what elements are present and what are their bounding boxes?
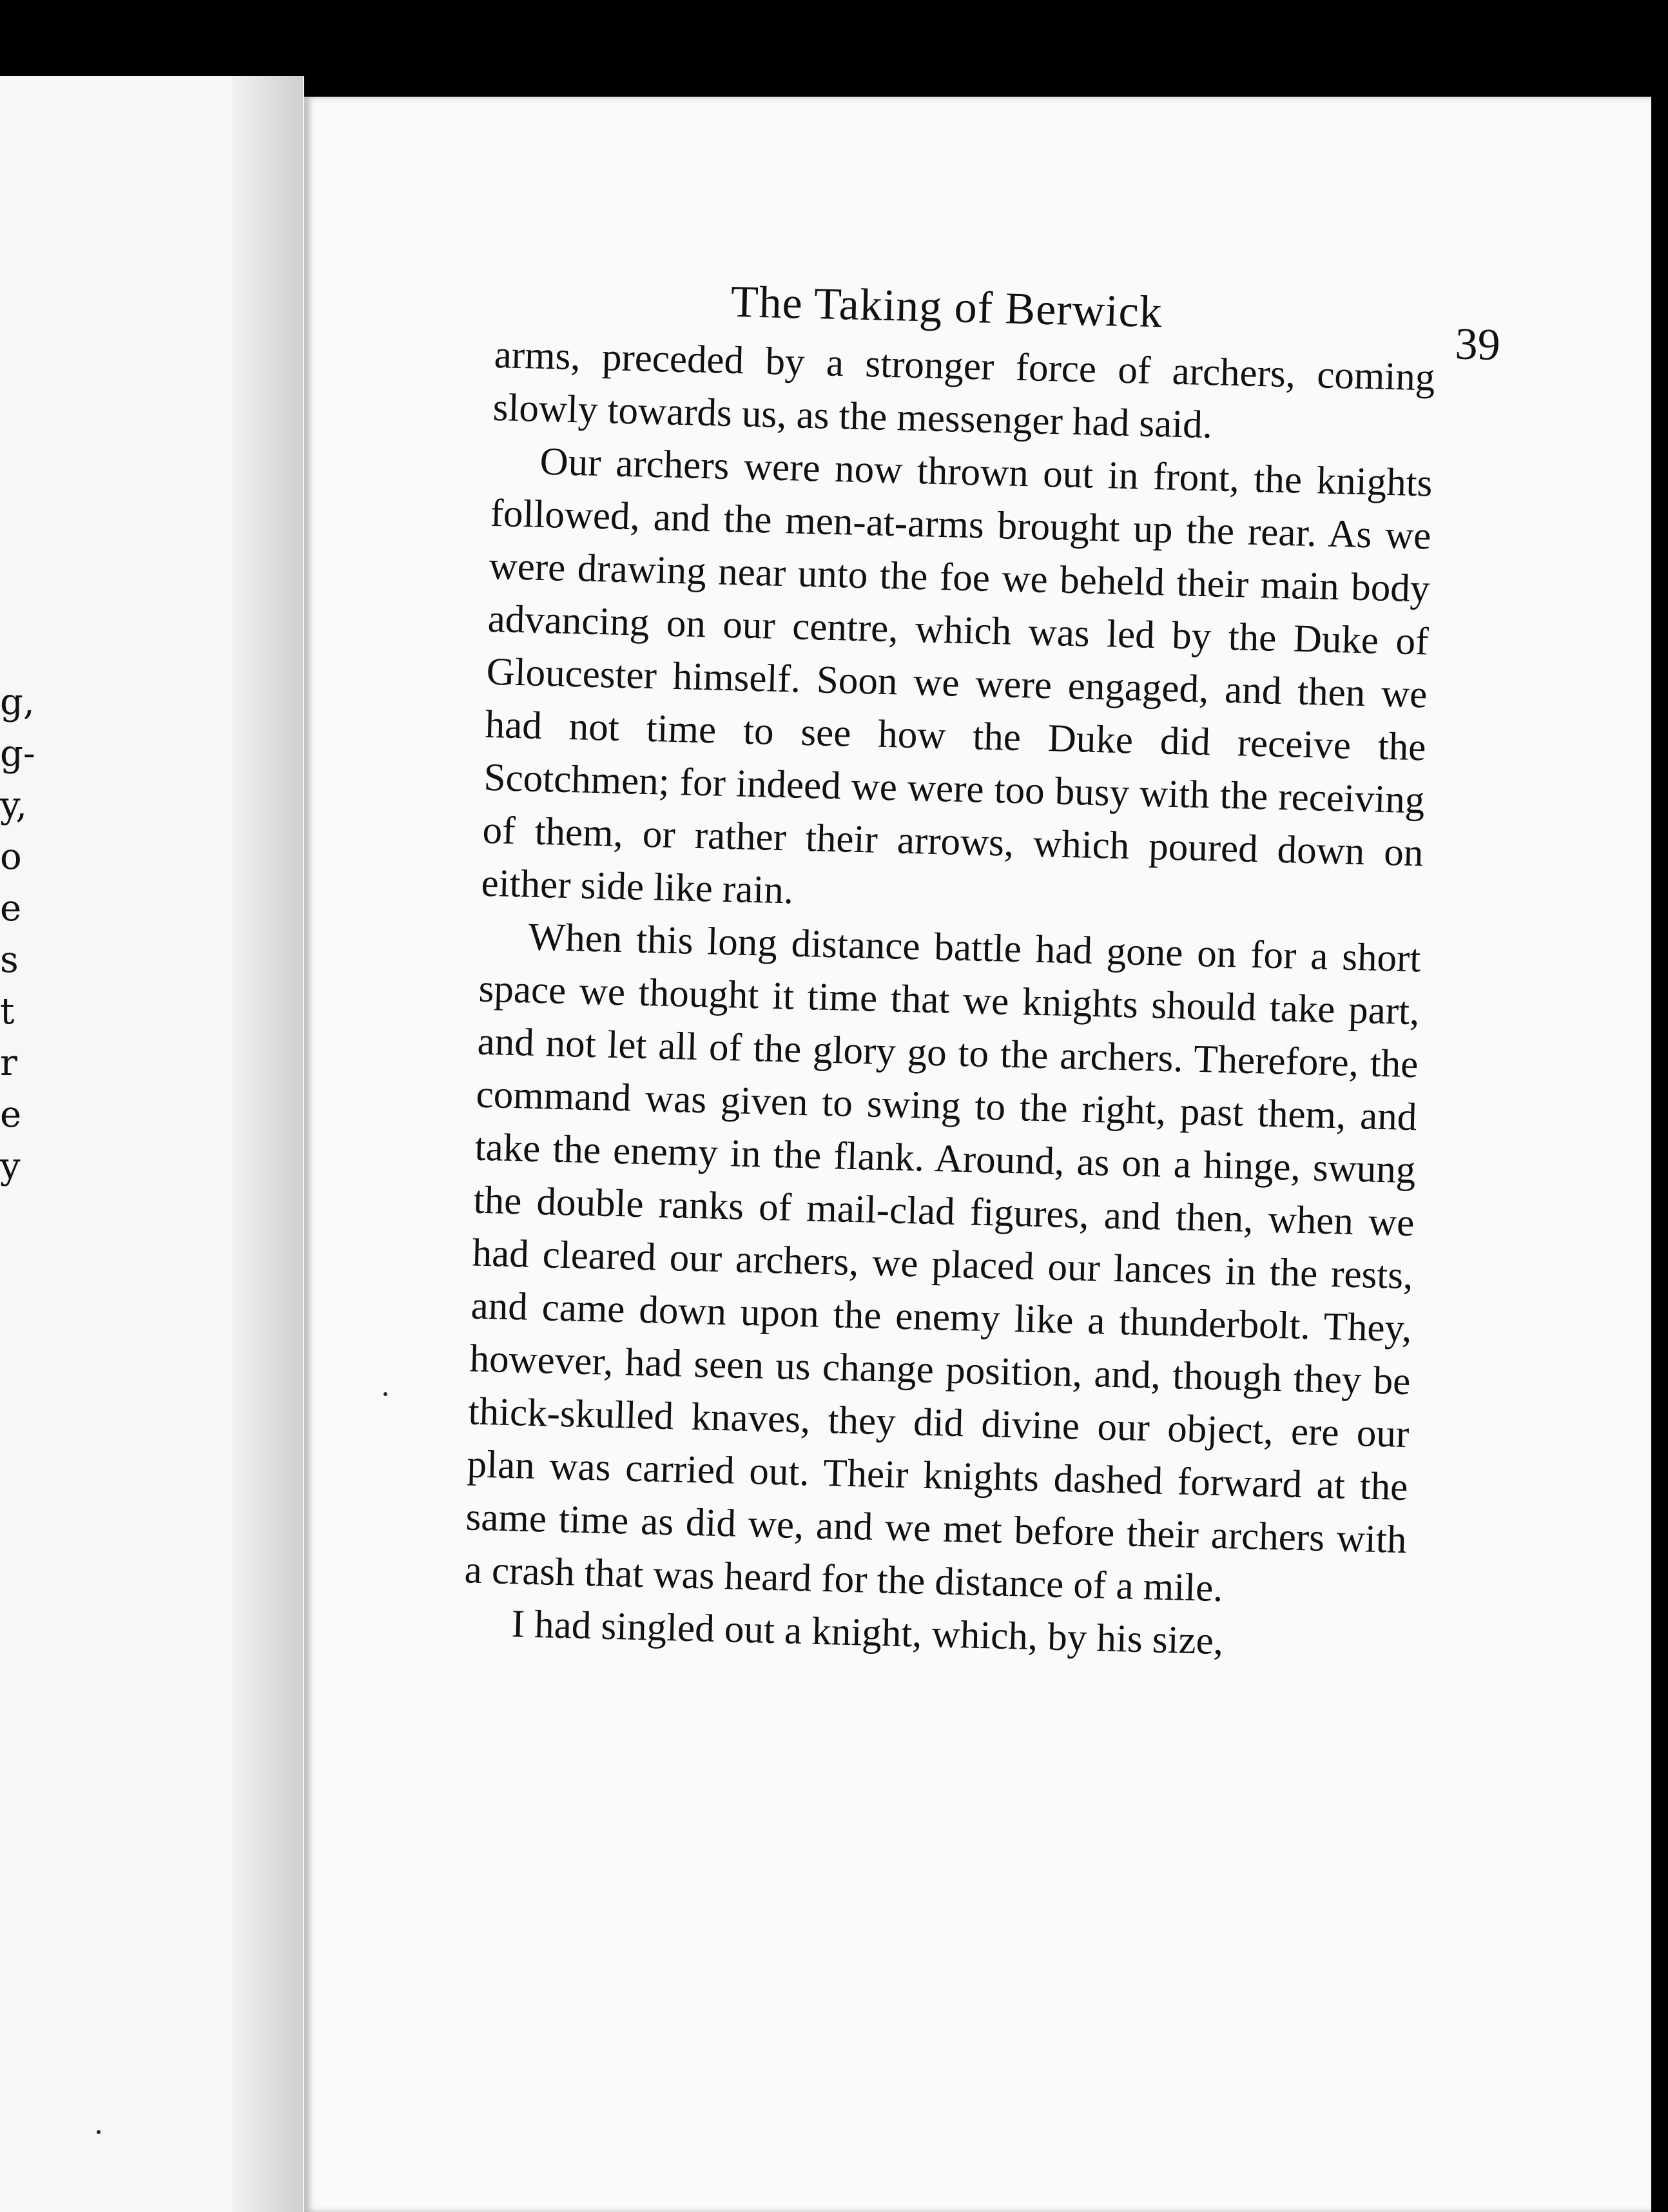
- fringe-line: s: [0, 939, 19, 981]
- fringe-line: e: [0, 1094, 22, 1136]
- left-page-fringe-text: [0, 677, 45, 1192]
- fringe-line: e: [0, 888, 22, 929]
- paragraph: I had singled out a knight, which, by his size,: [510, 1602, 1224, 1664]
- fringe-line: g,: [0, 681, 35, 723]
- page-speck: [97, 2130, 101, 2134]
- fringe-line: o: [0, 836, 22, 878]
- fringe-line: g-: [0, 733, 35, 775]
- fringe-line: t: [0, 991, 15, 1033]
- fringe-line: r: [0, 1042, 17, 1084]
- paragraph: Our archers were now thrown out in front, the knights followed, and the men-at-arms brought up the rear. As we were drawing near unto the foe we beheld their main body advancing on our centre, which was led by the Duke of Gloucester himself. Soon we were engaged, and then we had not time to see how the Duke did receive the Scotchmen; for indeed we were too busy with the receiving of them, or rather their arrows, which poured down on either side like rain.: [480, 440, 1433, 913]
- page-content: [463, 271, 1501, 1673]
- paragraph: arms, preceded by a stronger force of archers, coming slowly towards us, as the messenger had said.: [492, 333, 1436, 447]
- fringe-line: y: [0, 1145, 21, 1187]
- running-head: The Taking of Berwick: [730, 276, 1163, 338]
- book-gutter: [232, 76, 303, 2212]
- page-speck: [383, 1392, 387, 1396]
- paragraph: When this long distance battle had gone on for a short space we thought it time that we knights should take part, and not let all of the glory go to the archers. Therefore, the command was given to swing to the right, past them, and take the enemy in the flank. Around, as on a hinge, swung the double ranks of mail-clad figures, and then, when we had cleared our archers, we placed our lances in the rests, and came down upon the enemy like a thunderbolt. They, however, had seen us change position, and, though they be thick-skulled knaves, they did divine our object, ere our plan was carried out. Their knights dashed forward at the same time as did we, and we met before their archers with a crash that was heard for the distance of a mile.: [463, 915, 1422, 1611]
- fringe-line: y,: [0, 784, 27, 826]
- body-text: [463, 329, 1436, 1673]
- page-number: 39: [1454, 319, 1501, 371]
